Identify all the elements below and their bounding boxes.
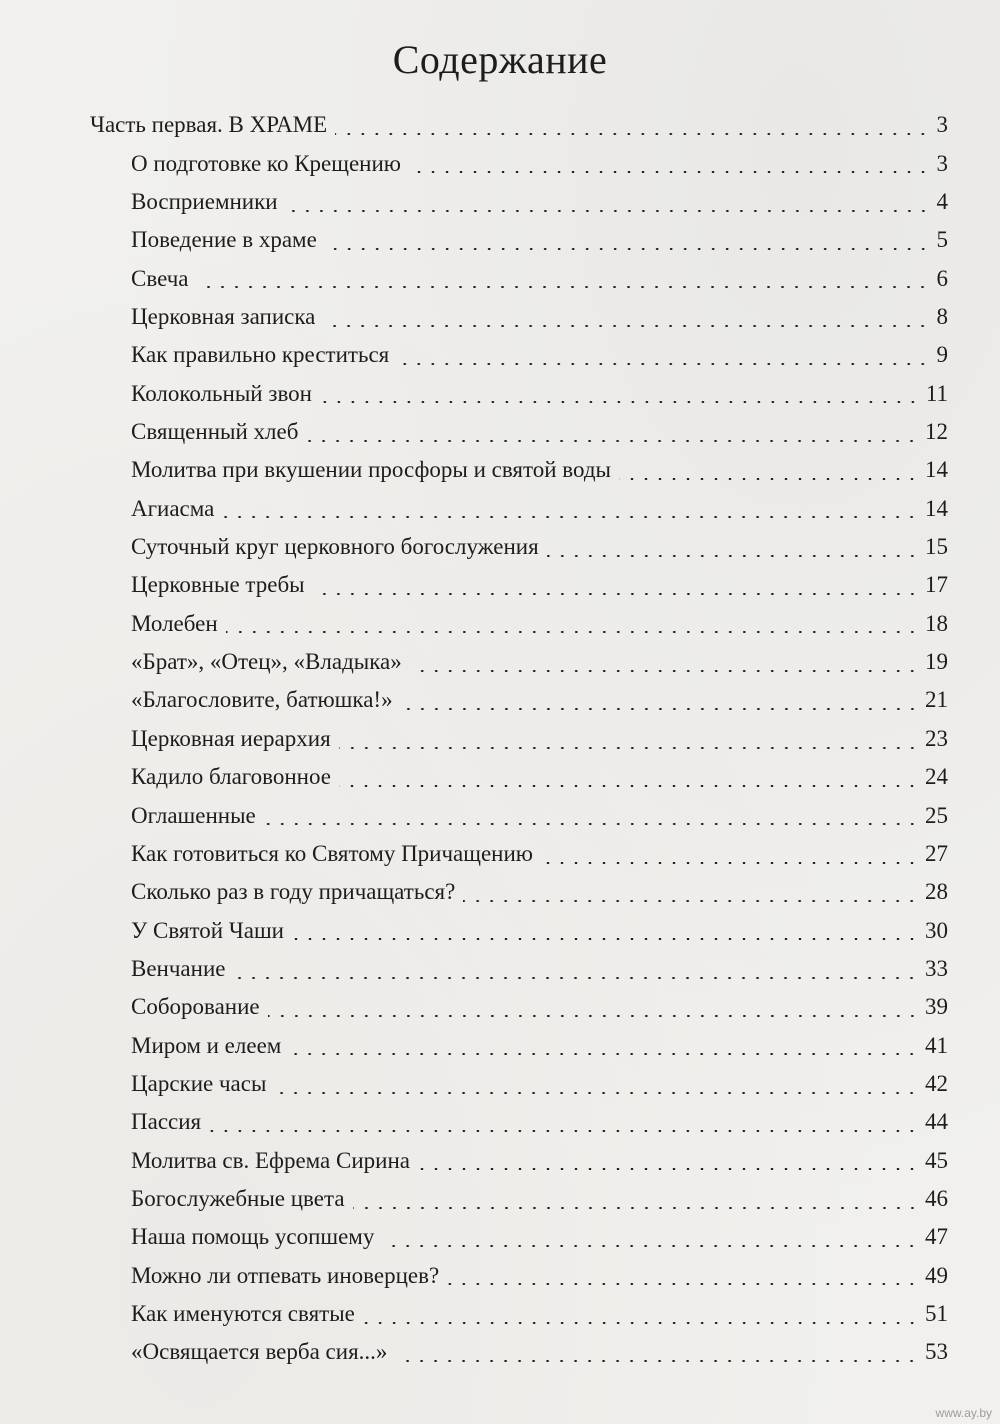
toc-entry: [0, 1218, 1000, 1256]
dot-leader: [222, 516, 919, 518]
toc-page-number: 27: [925, 840, 948, 866]
toc-entry: [0, 221, 1000, 259]
toc-page-number: 18: [925, 610, 948, 636]
toc-entry-title: Пассия: [131, 1109, 202, 1135]
toc-entry: [0, 604, 1000, 642]
dot-leader: [289, 1053, 919, 1055]
dot-leader: [397, 363, 930, 365]
toc-entry-title: Молебен: [131, 610, 218, 636]
toc-entry: [0, 758, 1000, 796]
dot-leader: [313, 593, 919, 595]
toc-entry: [0, 489, 1000, 527]
toc-entry: [0, 1141, 1000, 1179]
toc-entry: [0, 796, 1000, 834]
toc-entry: [0, 374, 1000, 412]
toc-entry: [0, 566, 1000, 604]
dot-leader: [320, 401, 920, 403]
toc-entry: [0, 834, 1000, 872]
toc-page-number: 15: [925, 534, 948, 560]
toc-entry-title: Часть первая. В ХРАМЕ: [90, 111, 328, 137]
dot-leader: [264, 823, 919, 825]
toc-page-number: 41: [925, 1032, 948, 1058]
toc-page-number: 5: [936, 227, 948, 253]
toc-entry-title: Миром и елеем: [131, 1032, 282, 1058]
dot-leader: [410, 670, 919, 672]
toc-entry: [0, 1179, 1000, 1217]
toc-entry: [0, 988, 1000, 1026]
toc-entry: [0, 719, 1000, 757]
toc-entry-title: Суточный круг церковного богослужения: [131, 534, 539, 560]
toc-page-number: 11: [925, 380, 948, 406]
toc-entry: [0, 681, 1000, 719]
toc-entry: [0, 259, 1000, 297]
toc-entry-title: Царские часы: [131, 1070, 267, 1096]
toc-page-number: 25: [925, 802, 948, 828]
toc-entry: [0, 873, 1000, 911]
dot-leader: [339, 785, 919, 787]
toc-entry-title: Венчание: [131, 955, 226, 981]
toc-entry-title: Наша помощь усопшему: [131, 1224, 375, 1250]
toc-page-number: 33: [925, 955, 948, 981]
dot-leader: [363, 1322, 919, 1324]
toc-entry: [0, 451, 1000, 489]
watermark: www.ay.by: [935, 1406, 992, 1420]
toc-entry-title: Оглашенные: [131, 802, 256, 828]
toc-page-number: 17: [925, 572, 948, 598]
dot-leader: [353, 1207, 919, 1209]
dot-leader: [323, 325, 930, 327]
dot-leader: [401, 708, 919, 710]
dot-leader: [233, 977, 919, 979]
toc-page-number: 42: [925, 1070, 948, 1096]
toc-page-number: 14: [925, 495, 948, 521]
dot-leader: [547, 555, 919, 557]
toc-entry-title: Можно ли отпевать иноверцев?: [131, 1262, 440, 1288]
dot-leader: [196, 286, 930, 288]
dot-leader: [463, 900, 919, 902]
toc-entry-title: «Освящается верба сия...»: [131, 1339, 388, 1365]
toc-entry: [0, 1256, 1000, 1294]
dot-leader: [619, 478, 919, 480]
dot-leader: [335, 133, 930, 135]
toc-part-heading: [0, 104, 1000, 144]
toc-page-number: 46: [925, 1185, 948, 1211]
toc-entry-title: Церковная иерархия: [131, 725, 331, 751]
dot-leader: [339, 747, 919, 749]
toc-page-number: 8: [936, 304, 948, 330]
toc-entry: [0, 144, 1000, 182]
toc-entry: [0, 182, 1000, 220]
toc-entry: [0, 1103, 1000, 1141]
toc-entry: [0, 1064, 1000, 1102]
table-of-contents: [0, 104, 1000, 1371]
toc-entry-title: Соборование: [131, 994, 260, 1020]
toc-page-number: 14: [925, 457, 948, 483]
dot-leader: [382, 1245, 919, 1247]
toc-entry-title: О подготовке ко Крещению: [131, 150, 401, 176]
toc-entry: [0, 527, 1000, 565]
toc-page-number: 19: [925, 649, 948, 675]
toc-entry-title: Кадило благовонное: [131, 764, 331, 790]
toc-page-number: 3: [936, 150, 948, 176]
toc-page-number: 21: [925, 687, 948, 713]
toc-page-number: 44: [925, 1109, 948, 1135]
toc-page-number: 23: [925, 725, 948, 751]
dot-leader: [286, 210, 930, 212]
toc-entry-title: Церковная записка: [131, 304, 316, 330]
toc-entry-title: Восприемники: [131, 189, 278, 215]
page-title: Содержание: [392, 37, 608, 82]
dot-leader: [409, 171, 930, 173]
toc-entry: [0, 412, 1000, 450]
dot-leader: [306, 440, 919, 442]
toc-entry-title: Священный хлеб: [131, 419, 299, 445]
toc-entry-title: Свеча: [131, 265, 189, 291]
toc-page-number: 49: [925, 1262, 948, 1288]
dot-leader: [274, 1092, 919, 1094]
dot-leader: [418, 1168, 919, 1170]
dot-leader: [226, 631, 919, 633]
toc-entry-title: Поведение в храме: [131, 227, 317, 253]
toc-entry-title: Как готовиться ко Святому Причащению: [131, 840, 533, 866]
toc-page-number: 30: [925, 917, 948, 943]
toc-entry-title: Богослужебные цвета: [131, 1185, 345, 1211]
toc-page-number: 12: [925, 419, 948, 445]
toc-page-number: 45: [925, 1147, 948, 1173]
toc-entry: [0, 1026, 1000, 1064]
dot-leader: [447, 1283, 919, 1285]
toc-entry-title: Сколько раз в году причащаться?: [131, 879, 456, 905]
toc-entry: [0, 911, 1000, 949]
dot-leader: [541, 862, 919, 864]
toc-page-number: 9: [936, 342, 948, 368]
dot-leader: [209, 1130, 919, 1132]
toc-page-number: 39: [925, 994, 948, 1020]
toc-entry: [0, 1333, 1000, 1371]
toc-entry-title: «Благословите, батюшка!»: [131, 687, 393, 713]
toc-page-number: 51: [925, 1300, 948, 1326]
toc-entry-title: Молитва св. Ефрема Сирина: [131, 1147, 410, 1173]
toc-entry: [0, 336, 1000, 374]
toc-entry: [0, 1294, 1000, 1332]
toc-entry-title: Церковные требы: [131, 572, 305, 598]
toc-entry-title: Агиасма: [131, 495, 215, 521]
toc-entry-title: Как именуются святые: [131, 1300, 355, 1326]
toc-entry-title: Как правильно креститься: [131, 342, 390, 368]
dot-leader: [395, 1360, 919, 1362]
toc-entry-title: У Святой Чаши: [131, 917, 284, 943]
toc-entry: [0, 642, 1000, 680]
toc-page-number: 4: [936, 189, 948, 215]
toc-page-number: 53: [925, 1339, 948, 1365]
toc-page-number: 6: [936, 265, 948, 291]
toc-page-number: 28: [925, 879, 948, 905]
toc-page-number: 3: [936, 111, 948, 137]
dot-leader: [292, 938, 919, 940]
toc-page-number: 47: [925, 1224, 948, 1250]
toc-entry: [0, 297, 1000, 335]
toc-entry-title: Колокольный звон: [131, 380, 312, 406]
dot-leader: [268, 1015, 919, 1017]
toc-entry-title: «Брат», «Отец», «Владыка»: [131, 649, 402, 675]
toc-entry-title: Молитва при вкушении просфоры и святой воды: [131, 457, 611, 483]
toc-page-number: 24: [925, 764, 948, 790]
dot-leader: [325, 248, 930, 250]
toc-entry: [0, 949, 1000, 987]
